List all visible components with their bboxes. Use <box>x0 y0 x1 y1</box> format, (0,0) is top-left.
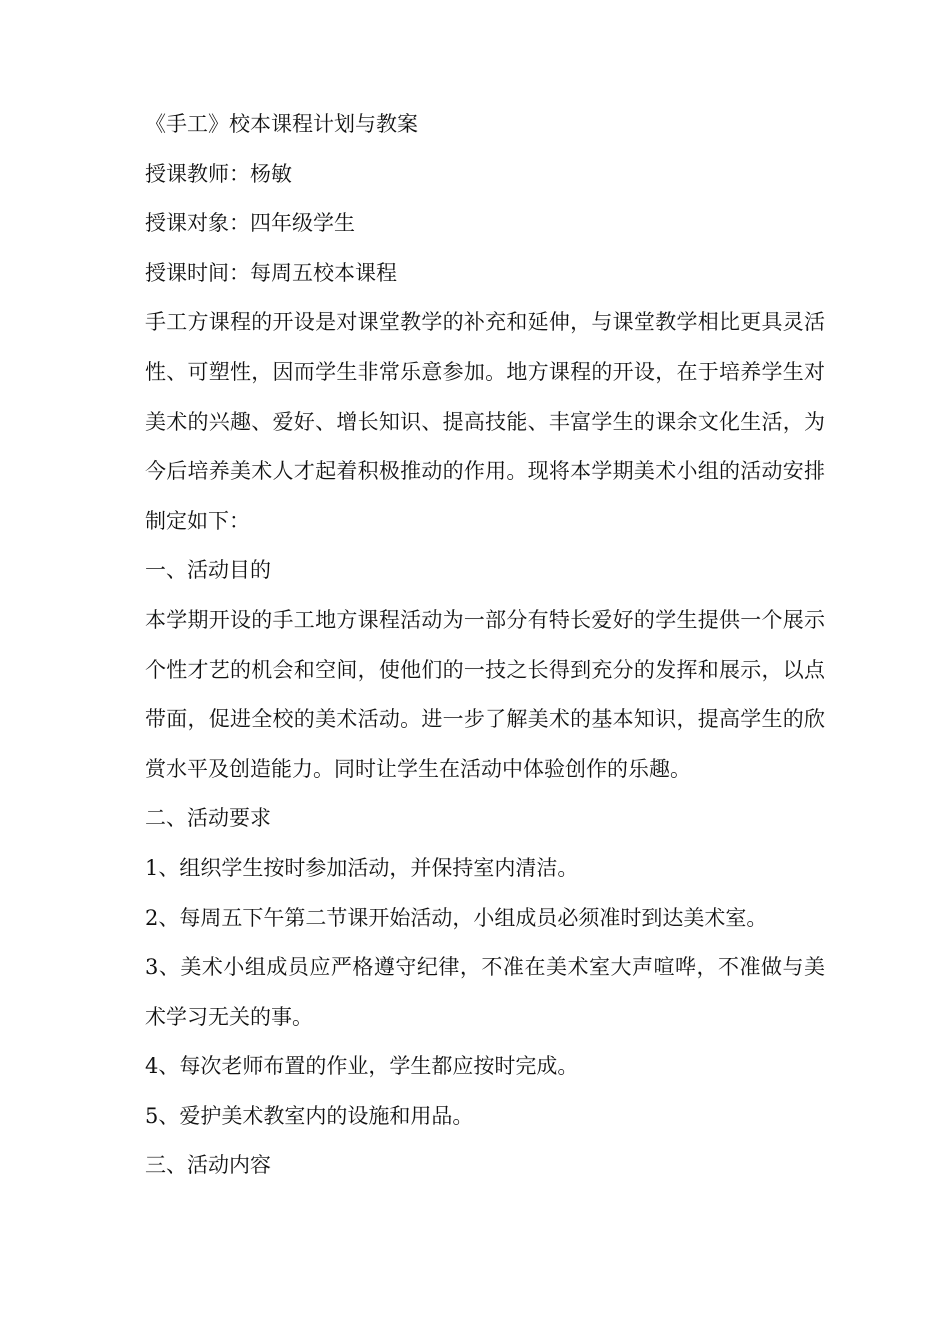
audience-line: 授课对象：四年级学生 <box>145 211 355 236</box>
requirement-item: 5、爱护美术教室内的设施和用品。 <box>145 1103 474 1128</box>
section-heading-requirements: 二、活动要求 <box>145 806 271 831</box>
intro-paragraph: 手工方课程的开设是对课堂教学的补充和延伸，与课堂教学相比更具灵活性、可塑性，因而学生非常乐意参加。地方课程的开设，在于培养学生对美术的兴趣、爱好、增长知识、提高技能、丰富学生的课余文化生活，为今后培养美术人才起着积极推动的作用。现将本学期美术小组的活动安排制定如下： <box>145 310 825 533</box>
requirement-item: 2、每周五下午第二节课开始活动，小组成员必须准时到达美术室。 <box>145 905 768 930</box>
schedule-line: 授课时间：每周五校本课程 <box>145 260 397 285</box>
requirement-item: 4、每次老师布置的作业，学生都应按时完成。 <box>145 1054 579 1079</box>
document-body <box>145 100 825 1191</box>
teacher-line: 授课教师：杨敏 <box>145 161 292 186</box>
section-heading-content: 三、活动内容 <box>145 1153 271 1178</box>
requirement-item: 3、美术小组成员应严格遵守纪律，不准在美术室大声喧哗，不准做与美术学习无关的事。 <box>145 955 825 1029</box>
requirement-item: 1、组织学生按时参加活动，并保持室内清洁。 <box>145 855 579 880</box>
purpose-paragraph: 本学期开设的手工地方课程活动为一部分有特长爱好的学生提供一个展示个性才艺的机会和空间，使他们的一技之长得到充分的发挥和展示，以点带面，促进全校的美术活动。进一步了解美术的基本知识，提高学生的欣赏水平及创造能力。同时让学生在活动中体验创作的乐趣。 <box>145 607 825 781</box>
document-title: 《手工》校本课程计划与教案 <box>145 112 418 136</box>
section-heading-purpose: 一、活动目的 <box>145 558 271 583</box>
